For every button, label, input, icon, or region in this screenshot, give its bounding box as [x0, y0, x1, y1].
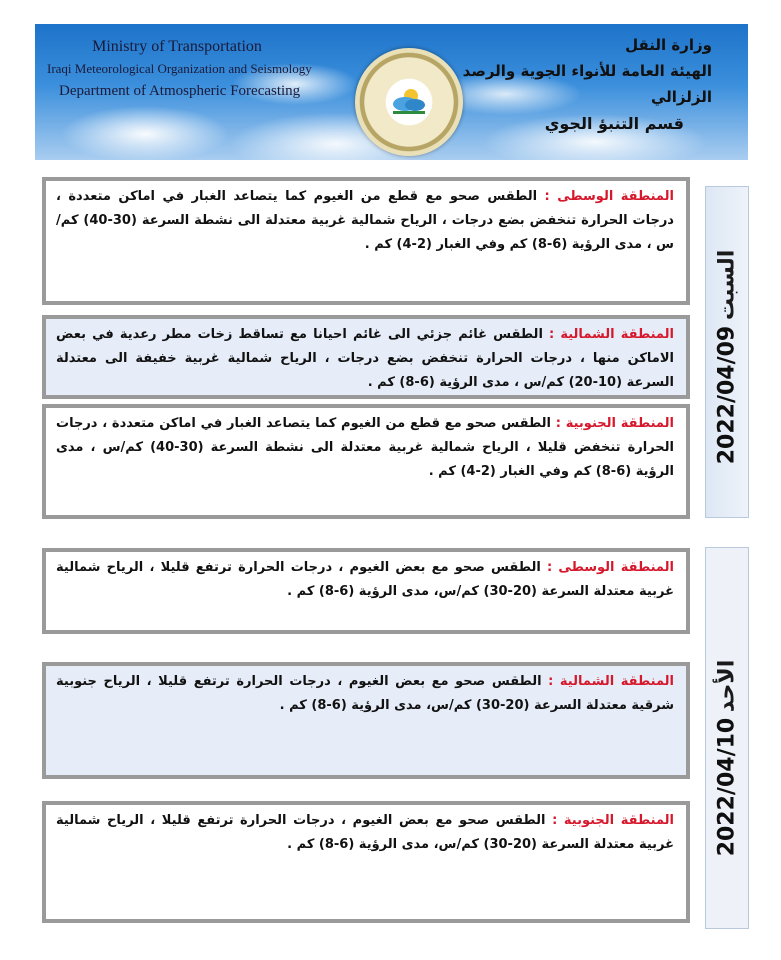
date-sunday: 2022/04/10: [714, 717, 740, 857]
region-label: المنطقة الشمالية: [559, 674, 674, 689]
forecast-text: الطقس صحو مع بعض الغيوم ، درجات الحرارة ترتفع قليلا ، الرياح جنوبية شرقية معتدلة السرعة (20-30) كم/س، مدى الرؤية (6-8) كم .: [56, 674, 674, 713]
forecast-text: الطقس صحو مع بعض الغيوم ، درجات الحرارة ترتفع قليلا ، الرياح شمالية غربية معتدلة السرعة (20-30) كم/س، مدى الرؤية (6-8) كم .: [56, 813, 674, 852]
organization-name-ar: الهيئة العامة للأنواء الجوية والرصد الزلزالي: [462, 62, 712, 106]
forecast-saturday-central: المنطقة الوسطى : الطقس صحو مع قطع من الغيوم كما يتصاعد الغبار في اماكن متعددة ، درجات الحرارة تنخفض بضع درجات ، الرياح شمالية غربية معتدلة الى نشطة السرعة (30-40) كم/س ، مدى الرؤية (6-8) كم وفي الغبار (2-4) كم .: [42, 177, 690, 305]
region-label: المنطقة الجنوبية: [563, 813, 674, 828]
forecast-text: الطقس صحو مع بعض الغيوم ، درجات الحرارة ترتفع قليلا ، الرياح شمالية غربية معتدلة السرعة (20-30) كم/س، مدى الرؤية (6-8) كم .: [56, 560, 674, 599]
day-name-saturday: السبت: [714, 249, 740, 321]
region-label: المنطقة الجنوبية: [565, 416, 674, 431]
department-name-en: Department of Atmospheric Forecasting: [59, 83, 301, 99]
organization-name-en: Iraqi Meteorological Organization and Seismology: [47, 61, 312, 76]
forecast-text: الطقس صحو مع قطع من الغيوم كما يتصاعد الغبار في اماكن متعددة ، درجات الحرارة تنخفض بضع درجات ، الرياح شمالية غربية معتدلة الى نشطة السرعة (30-40) كم/س ، مدى الرؤية (6-8) كم وفي الغبار (2-4) كم .: [56, 189, 674, 252]
date-saturday: 2022/04/09: [714, 325, 740, 465]
forecast-saturday-south: المنطقة الجنوبية : الطقس صحو مع قطع من الغيوم كما يتصاعد الغبار في اماكن متعددة ، درجات الحرارة تنخفض قليلا ، الرياح شمالية غربية معتدلة الى نشطة السرعة (30-40) كم/س ، مدى الرؤية (6-8) كم وفي الغبار (2-4) كم .: [42, 404, 690, 519]
header-arabic-block: [432, 32, 712, 138]
region-label: المنطقة الوسطى: [557, 189, 674, 204]
header-english-block: [47, 36, 312, 102]
department-name-ar: قسم التنبؤ الجوي: [544, 114, 684, 133]
ministry-name-en: Ministry of Transportation: [92, 38, 262, 55]
day-name-sunday: الأحد: [714, 659, 740, 713]
region-label: المنطقة الشمالية: [560, 327, 674, 342]
cloud-sun-icon: [389, 84, 429, 118]
forecast-sunday-central: المنطقة الوسطى : الطقس صحو مع بعض الغيوم ، درجات الحرارة ترتفع قليلا ، الرياح شمالية غربية معتدلة السرعة (20-30) كم/س، مدى الرؤية (6-8) كم .: [42, 548, 690, 634]
forecast-saturday-north: المنطقة الشمالية : الطقس غائم جزئي الى غائم احيانا مع تساقط زخات مطر رعدية في بعض الاماكن منها ، درجات الحرارة تنخفض بضع درجات ، الرياح شمالية غربية خفيفة الى معتدلة السرعة (10-20) كم/س ، مدى الرؤية (6-8) كم .: [42, 315, 690, 399]
forecast-text: الطقس صحو مع قطع من الغيوم كما يتصاعد الغبار في اماكن متعددة ، درجات الحرارة تنخفض قليلا ، الرياح شمالية غربية معتدلة الى نشطة السرعة (30-40) كم/س ، مدى الرؤية (6-8) كم وفي الغبار (2-4) كم .: [56, 416, 674, 479]
region-label: المنطقة الوسطى: [558, 560, 674, 575]
forecast-sunday-south: المنطقة الجنوبية : الطقس صحو مع بعض الغيوم ، درجات الحرارة ترتفع قليلا ، الرياح شمالية غربية معتدلة السرعة (20-30) كم/س، مدى الرؤية (6-8) كم .: [42, 801, 690, 923]
header-banner: [35, 24, 748, 160]
ministry-name-ar: وزارة النقل: [625, 36, 712, 54]
forecast-sunday-north: المنطقة الشمالية : الطقس صحو مع بعض الغيوم ، درجات الحرارة ترتفع قليلا ، الرياح جنوبية شرقية معتدلة السرعة (20-30) كم/س، مدى الرؤية (6-8) كم .: [42, 662, 690, 779]
day-label-saturday: [710, 232, 744, 482]
day-label-sunday: [710, 618, 744, 898]
forecast-text: الطقس غائم جزئي الى غائم احيانا مع تساقط زخات مطر رعدية في بعض الاماكن منها ، درجات الحرارة تنخفض بضع درجات ، الرياح شمالية غربية خفيفة الى معتدلة السرعة (10-20) كم/س ، مدى الرؤية (6-8) كم .: [56, 327, 674, 390]
